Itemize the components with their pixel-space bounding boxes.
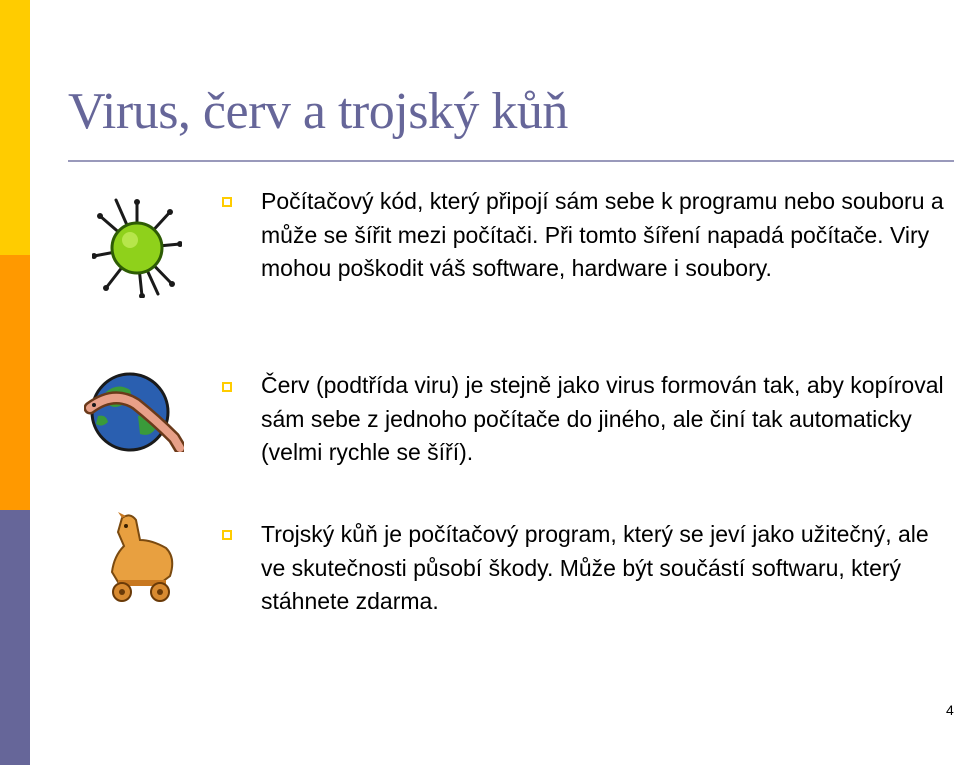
worm-globe-icon <box>84 368 184 452</box>
square-bullet-icon <box>222 197 232 207</box>
trojan-horse-icon <box>96 510 180 606</box>
side-bar-yellow-segment <box>0 0 30 255</box>
page-number: 4 <box>946 702 954 718</box>
square-bullet-icon <box>222 530 232 540</box>
bullet-text: Počítačový kód, který připojí sám sebe k programu nebo souboru a může se šířit mezi počítači. Při tomto šíření napadá počítače. Viry mohou poškodit váš software, hardware i soubory. <box>261 188 944 281</box>
side-color-bar <box>0 0 30 765</box>
square-bullet-icon <box>222 382 232 392</box>
virus-icon <box>92 198 182 298</box>
slide-title: Virus, červ a trojský kůň <box>68 83 568 140</box>
side-bar-purple-segment <box>0 510 30 765</box>
bullet-text: Červ (podtřída viru) je stejně jako virus formován tak, aby kopíroval sám sebe z jednoho počítače do jiného, ale činí tak automaticky (velmi rychle se šíří). <box>261 372 944 465</box>
title-underline <box>68 160 954 162</box>
bullet-text: Trojský kůň je počítačový program, který se jeví jako užitečný, ale ve skutečnosti působí škody. Může být součástí softwaru, který stáhnete zdarma. <box>261 521 929 614</box>
side-bar-orange-segment <box>0 255 30 510</box>
